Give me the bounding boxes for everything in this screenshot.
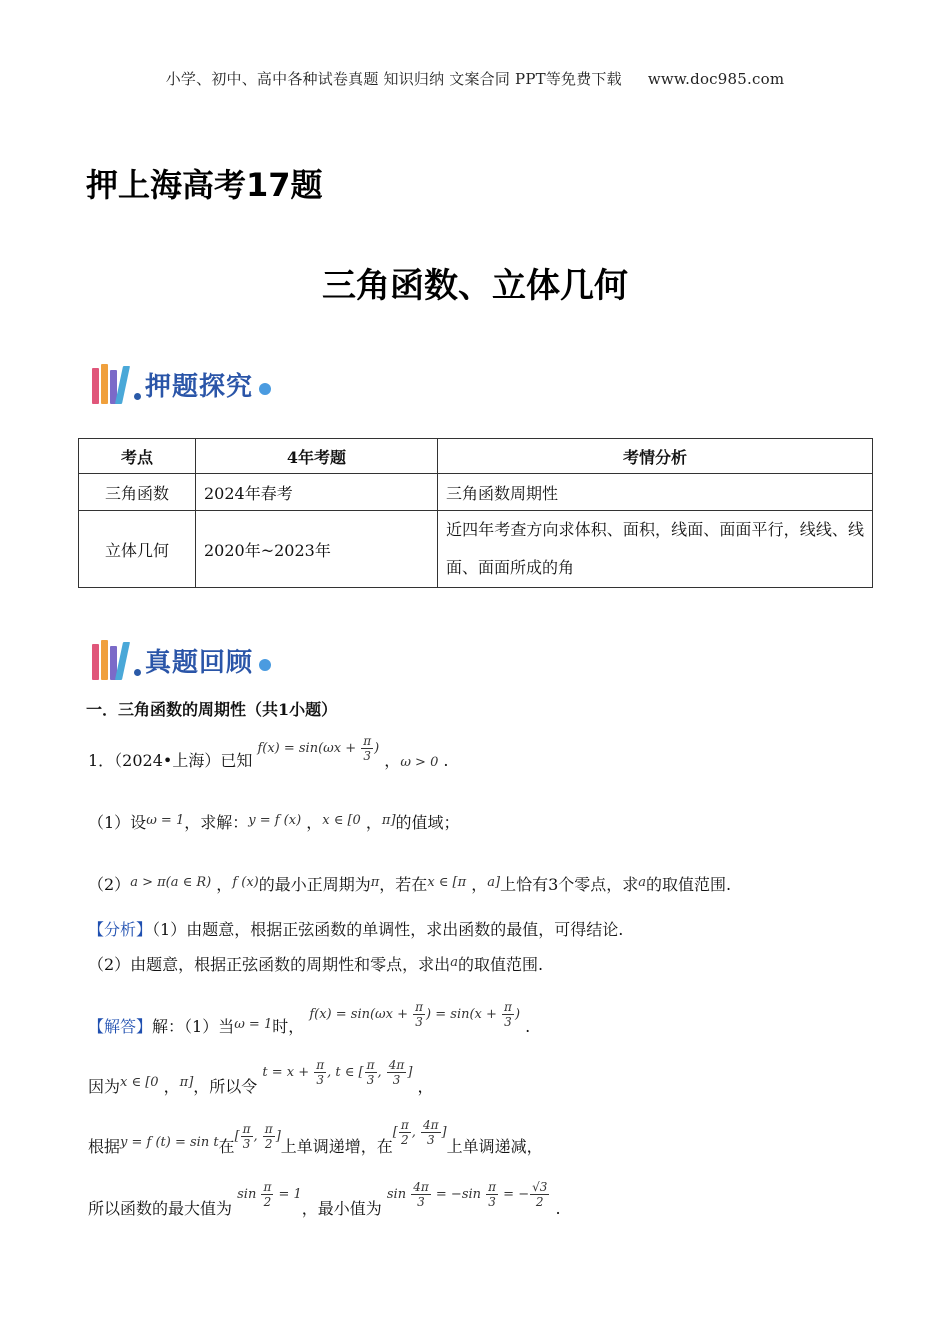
solution-line-2: 因为$^{x \in [0}$ ，$^{\pi]}$，所以令 $^{t = x + \frac{\pi}{3} , t \in [ \frac{\pi}{3} , \frac{4\pi}{3} ]}$ ， xyxy=(88,1058,434,1096)
analysis-tag: 【分析】 xyxy=(88,920,153,939)
question-1: （1）设$^{\omega = 1}$，求解：$^{y = f (x)}$ ，$^{x \in [0}$ ，$^{\pi]}$的值域； xyxy=(88,813,460,832)
question-2: $(2)^{a > \pi(a \in R)}$ ，$^{f (x)}$的最小正周期为$^\pi$，若在$^{x \in [\pi}$ ，$^{a]}$上恰有3个零点，求$^a$的取值范围. xyxy=(88,875,732,894)
page-title: 押上海高考17题 xyxy=(86,166,323,204)
analysis-line-2: （2）由题意，根据正弦函数的周期性和零点，求出$^a$的取值范围. xyxy=(88,955,544,974)
page-subtitle: 三角函数、立体几何 xyxy=(322,266,628,306)
table-header-row: 考点 4年考题 考情分析 xyxy=(79,439,873,474)
exam-table xyxy=(78,438,873,588)
page-header: 小学、初中、高中各种试卷真题 知识归纳 文案合同 PPT等免费下载 www.doc985.com xyxy=(165,70,785,88)
section-banner-review: 真题回顾 xyxy=(92,638,271,682)
analysis-line-1: 【分析】（1）由题意，根据正弦函数的单调性，求出函数的最值，可得结论. xyxy=(88,920,624,939)
table-row: 三角函数 2024年春考 三角函数周期性 xyxy=(79,474,873,511)
section-banner-explore: 押题探究 xyxy=(92,362,271,406)
solution-line-3: 根据$^{y = f (t) = sin t}$在[ π 3 , π 2 ]上单调递增，在[ π 2 , 4π 3 ]上单调递减， xyxy=(88,1118,543,1156)
table-row: 立体几何 2020年~2023年 近四年考查方向求体积、面积，线面、面面平行，线线、线面、面面所成的角 xyxy=(79,511,873,588)
dot-icon xyxy=(259,659,271,671)
books-icon xyxy=(92,364,128,404)
problem-statement: 1．（2024•上海）已知 $^{f(x) = sin(\omega x + \frac{\pi}{3} )}$ ，ω > 0 . xyxy=(88,734,449,770)
dot-icon xyxy=(259,383,271,395)
solution-line-1: 【解答】解：（1）当$^{\omega = 1}$时， $^{f(x) = sin(\omega x + \frac{\pi}{3} ) = sin(x + \frac{\pi}{3} )}$ . xyxy=(88,1000,531,1036)
solution-tag: 【解答】 xyxy=(88,1017,153,1036)
section-heading: 一．三角函数的周期性（共1小题） xyxy=(86,700,338,719)
site-link[interactable]: www.doc985.com xyxy=(647,70,785,88)
solution-line-4: 所以函数的最大值为 $^{sin \frac{\pi}{2} = 1}$，最小值为 $^{sin \frac{4\pi}{3} = -sin \frac{\pi}{3} = - \frac{√3}{2}}$ . xyxy=(88,1180,561,1218)
books-icon xyxy=(92,640,128,680)
